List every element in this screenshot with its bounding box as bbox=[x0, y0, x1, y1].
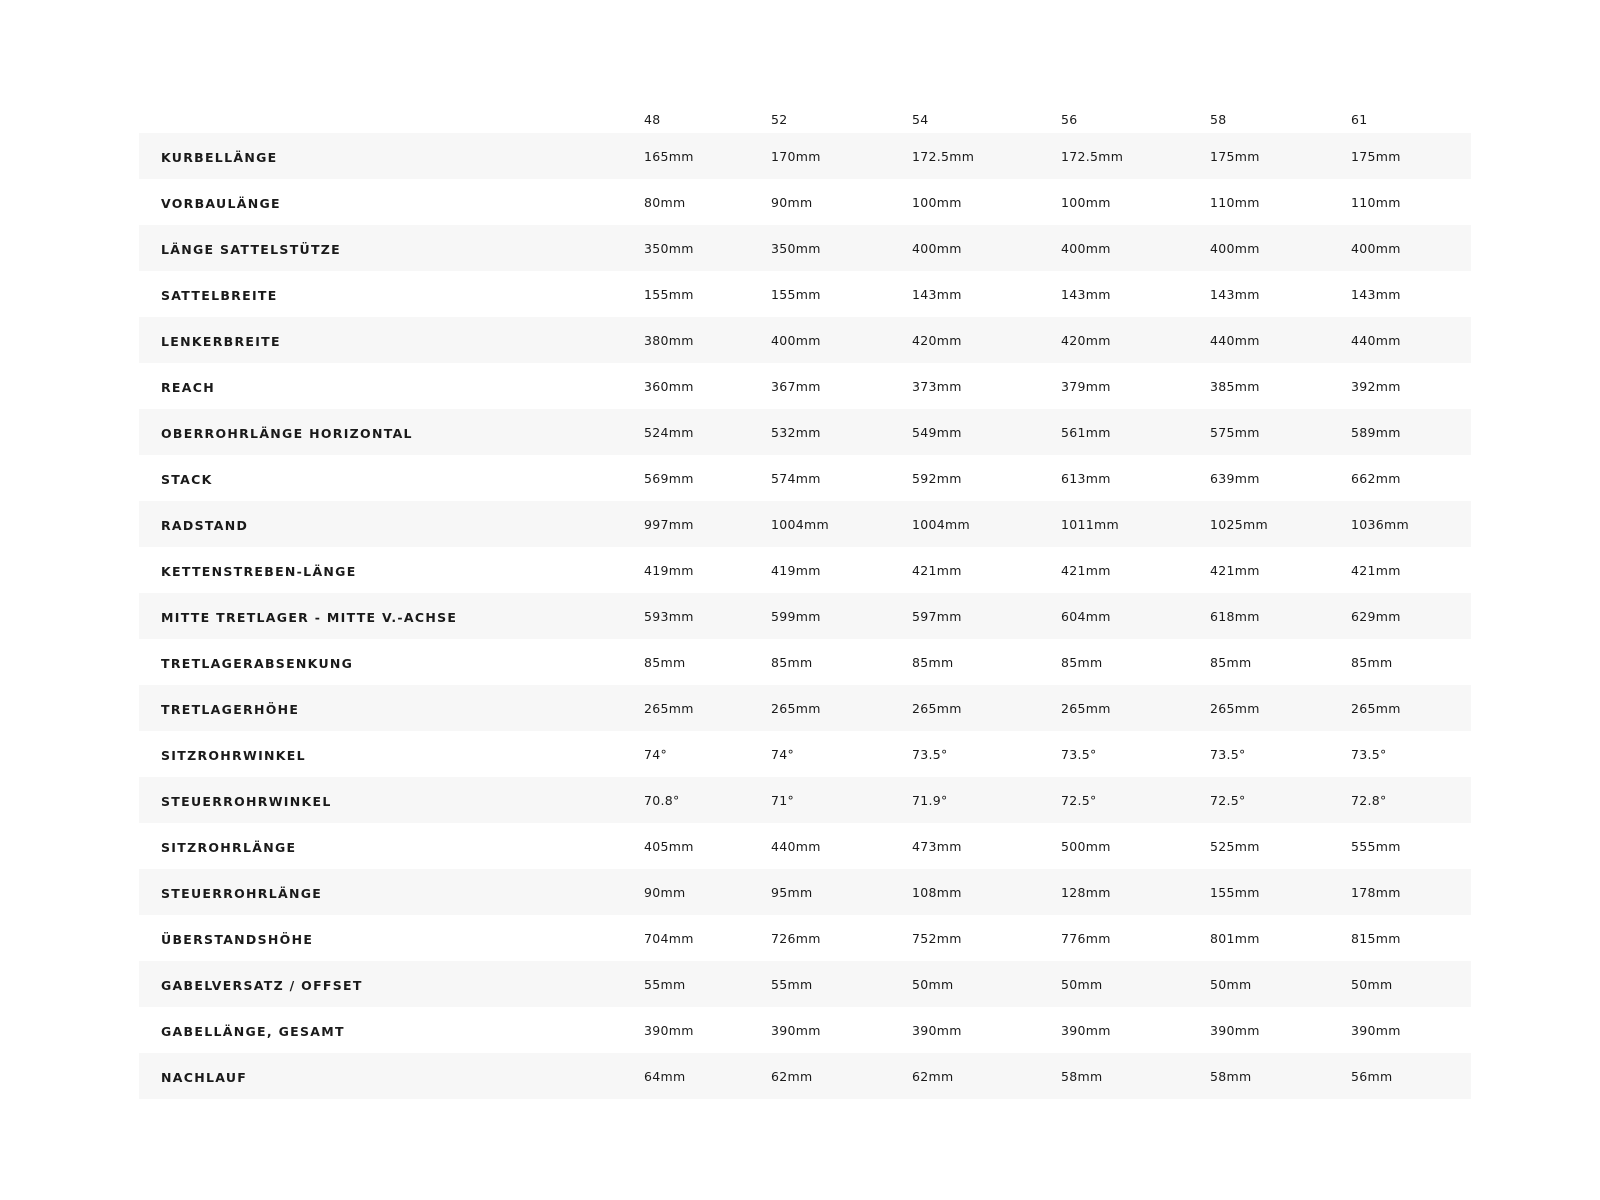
row-value-size-56: 390mm bbox=[1061, 1022, 1111, 1038]
row-label: LÄNGE SATTELSTÜTZE bbox=[161, 241, 342, 257]
row-value-size-52: 367mm bbox=[771, 378, 821, 394]
table-body bbox=[139, 133, 1471, 1099]
row-value-size-54: 73.5° bbox=[912, 746, 948, 762]
row-value-size-48: 64mm bbox=[644, 1068, 686, 1084]
row-value-size-48: 70.8° bbox=[644, 792, 680, 808]
row-value-size-48: 593mm bbox=[644, 608, 694, 624]
row-value-size-58: 400mm bbox=[1210, 240, 1260, 256]
row-value-size-52: 1004mm bbox=[771, 516, 829, 532]
table-row bbox=[139, 501, 1471, 547]
row-value-size-56: 379mm bbox=[1061, 378, 1111, 394]
row-value-size-54: 108mm bbox=[912, 884, 962, 900]
row-label: KETTENSTREBEN-LÄNGE bbox=[161, 563, 357, 579]
row-value-size-54: 85mm bbox=[912, 654, 954, 670]
row-value-size-54: 100mm bbox=[912, 194, 962, 210]
row-label: STACK bbox=[161, 471, 213, 487]
row-value-size-48: 55mm bbox=[644, 976, 686, 992]
table-row bbox=[139, 133, 1471, 179]
row-value-size-48: 74° bbox=[644, 746, 668, 762]
row-value-size-54: 1004mm bbox=[912, 516, 970, 532]
row-label: ÜBERSTANDSHÖHE bbox=[161, 931, 314, 947]
size-header-58: 58 bbox=[1210, 112, 1227, 127]
table-row bbox=[139, 915, 1471, 961]
row-value-size-56: 128mm bbox=[1061, 884, 1111, 900]
row-value-size-61: 390mm bbox=[1351, 1022, 1401, 1038]
row-label: TRETLAGERABSENKUNG bbox=[161, 655, 354, 671]
row-value-size-52: 95mm bbox=[771, 884, 813, 900]
row-value-size-56: 100mm bbox=[1061, 194, 1111, 210]
row-value-size-61: 589mm bbox=[1351, 424, 1401, 440]
row-value-size-54: 549mm bbox=[912, 424, 962, 440]
row-value-size-48: 419mm bbox=[644, 562, 694, 578]
size-header-61: 61 bbox=[1351, 112, 1368, 127]
row-label: OBERROHRLÄNGE HORIZONTAL bbox=[161, 425, 413, 441]
row-value-size-58: 265mm bbox=[1210, 700, 1260, 716]
table-row bbox=[139, 179, 1471, 225]
row-value-size-61: 400mm bbox=[1351, 240, 1401, 256]
row-value-size-56: 1011mm bbox=[1061, 516, 1119, 532]
row-value-size-52: 419mm bbox=[771, 562, 821, 578]
row-value-size-56: 85mm bbox=[1061, 654, 1103, 670]
table-row bbox=[139, 593, 1471, 639]
row-value-size-48: 390mm bbox=[644, 1022, 694, 1038]
table-row bbox=[139, 409, 1471, 455]
row-value-size-61: 85mm bbox=[1351, 654, 1393, 670]
size-header-54: 54 bbox=[912, 112, 929, 127]
table-row bbox=[139, 823, 1471, 869]
row-value-size-61: 50mm bbox=[1351, 976, 1393, 992]
row-value-size-52: 170mm bbox=[771, 148, 821, 164]
table-row bbox=[139, 1007, 1471, 1053]
row-value-size-56: 613mm bbox=[1061, 470, 1111, 486]
row-value-size-52: 90mm bbox=[771, 194, 813, 210]
row-value-size-52: 85mm bbox=[771, 654, 813, 670]
row-value-size-56: 72.5° bbox=[1061, 792, 1097, 808]
row-value-size-48: 165mm bbox=[644, 148, 694, 164]
row-value-size-58: 175mm bbox=[1210, 148, 1260, 164]
row-value-size-61: 815mm bbox=[1351, 930, 1401, 946]
row-value-size-48: 360mm bbox=[644, 378, 694, 394]
row-value-size-52: 532mm bbox=[771, 424, 821, 440]
row-value-size-58: 1025mm bbox=[1210, 516, 1268, 532]
row-label: LENKERBREITE bbox=[161, 333, 281, 349]
row-label: GABELLÄNGE, GESAMT bbox=[161, 1023, 345, 1039]
row-value-size-54: 473mm bbox=[912, 838, 962, 854]
row-label: KURBELLÄNGE bbox=[161, 149, 278, 165]
row-label: TRETLAGERHÖHE bbox=[161, 701, 300, 717]
row-value-size-58: 421mm bbox=[1210, 562, 1260, 578]
row-value-size-54: 265mm bbox=[912, 700, 962, 716]
row-value-size-58: 50mm bbox=[1210, 976, 1252, 992]
row-value-size-61: 1036mm bbox=[1351, 516, 1409, 532]
row-value-size-54: 420mm bbox=[912, 332, 962, 348]
table-row bbox=[139, 547, 1471, 593]
row-value-size-52: 390mm bbox=[771, 1022, 821, 1038]
size-header-52: 52 bbox=[771, 112, 788, 127]
row-value-size-61: 72.8° bbox=[1351, 792, 1387, 808]
row-label: SITZROHRWINKEL bbox=[161, 747, 306, 763]
row-value-size-58: 72.5° bbox=[1210, 792, 1246, 808]
row-value-size-52: 400mm bbox=[771, 332, 821, 348]
row-value-size-61: 110mm bbox=[1351, 194, 1401, 210]
row-value-size-61: 175mm bbox=[1351, 148, 1401, 164]
row-value-size-58: 390mm bbox=[1210, 1022, 1260, 1038]
row-value-size-48: 80mm bbox=[644, 194, 686, 210]
row-value-size-61: 178mm bbox=[1351, 884, 1401, 900]
row-value-size-48: 524mm bbox=[644, 424, 694, 440]
row-value-size-52: 74° bbox=[771, 746, 795, 762]
row-value-size-54: 400mm bbox=[912, 240, 962, 256]
row-value-size-52: 440mm bbox=[771, 838, 821, 854]
table-row bbox=[139, 225, 1471, 271]
row-label: RADSTAND bbox=[161, 517, 249, 533]
row-value-size-58: 440mm bbox=[1210, 332, 1260, 348]
row-value-size-54: 62mm bbox=[912, 1068, 954, 1084]
row-value-size-61: 629mm bbox=[1351, 608, 1401, 624]
table-row bbox=[139, 731, 1471, 777]
row-value-size-52: 350mm bbox=[771, 240, 821, 256]
size-header-56: 56 bbox=[1061, 112, 1078, 127]
row-value-size-52: 726mm bbox=[771, 930, 821, 946]
row-label: STEUERROHRLÄNGE bbox=[161, 885, 323, 901]
row-value-size-58: 155mm bbox=[1210, 884, 1260, 900]
size-header-row bbox=[139, 90, 1471, 133]
row-value-size-48: 380mm bbox=[644, 332, 694, 348]
row-value-size-52: 599mm bbox=[771, 608, 821, 624]
row-value-size-52: 574mm bbox=[771, 470, 821, 486]
row-label: SATTELBREITE bbox=[161, 287, 278, 303]
row-value-size-61: 662mm bbox=[1351, 470, 1401, 486]
row-value-size-56: 500mm bbox=[1061, 838, 1111, 854]
row-value-size-56: 421mm bbox=[1061, 562, 1111, 578]
table-row bbox=[139, 363, 1471, 409]
row-value-size-56: 400mm bbox=[1061, 240, 1111, 256]
row-value-size-58: 525mm bbox=[1210, 838, 1260, 854]
table-row bbox=[139, 685, 1471, 731]
table-row bbox=[139, 455, 1471, 501]
row-value-size-58: 73.5° bbox=[1210, 746, 1246, 762]
row-value-size-48: 350mm bbox=[644, 240, 694, 256]
row-value-size-54: 421mm bbox=[912, 562, 962, 578]
row-label: REACH bbox=[161, 379, 215, 395]
table-row bbox=[139, 271, 1471, 317]
row-value-size-61: 440mm bbox=[1351, 332, 1401, 348]
row-value-size-56: 73.5° bbox=[1061, 746, 1097, 762]
row-value-size-48: 704mm bbox=[644, 930, 694, 946]
row-value-size-54: 752mm bbox=[912, 930, 962, 946]
row-value-size-48: 90mm bbox=[644, 884, 686, 900]
row-value-size-61: 143mm bbox=[1351, 286, 1401, 302]
row-value-size-54: 373mm bbox=[912, 378, 962, 394]
row-value-size-58: 143mm bbox=[1210, 286, 1260, 302]
row-label: MITTE TRETLAGER - MITTE V.-ACHSE bbox=[161, 609, 458, 625]
row-value-size-48: 155mm bbox=[644, 286, 694, 302]
row-label: VORBAULÄNGE bbox=[161, 195, 281, 211]
table-row bbox=[139, 869, 1471, 915]
row-value-size-54: 143mm bbox=[912, 286, 962, 302]
row-value-size-52: 155mm bbox=[771, 286, 821, 302]
row-value-size-56: 604mm bbox=[1061, 608, 1111, 624]
row-label: NACHLAUF bbox=[161, 1069, 248, 1085]
row-value-size-56: 58mm bbox=[1061, 1068, 1103, 1084]
row-value-size-56: 561mm bbox=[1061, 424, 1111, 440]
row-value-size-61: 73.5° bbox=[1351, 746, 1387, 762]
row-value-size-56: 776mm bbox=[1061, 930, 1111, 946]
row-value-size-54: 390mm bbox=[912, 1022, 962, 1038]
row-value-size-58: 801mm bbox=[1210, 930, 1260, 946]
table-row bbox=[139, 1053, 1471, 1099]
row-value-size-48: 569mm bbox=[644, 470, 694, 486]
row-value-size-52: 55mm bbox=[771, 976, 813, 992]
row-value-size-61: 56mm bbox=[1351, 1068, 1393, 1084]
row-value-size-48: 265mm bbox=[644, 700, 694, 716]
row-value-size-61: 392mm bbox=[1351, 378, 1401, 394]
row-value-size-54: 597mm bbox=[912, 608, 962, 624]
row-value-size-56: 265mm bbox=[1061, 700, 1111, 716]
row-label: SITZROHRLÄNGE bbox=[161, 839, 297, 855]
row-value-size-61: 421mm bbox=[1351, 562, 1401, 578]
row-value-size-58: 385mm bbox=[1210, 378, 1260, 394]
row-value-size-54: 50mm bbox=[912, 976, 954, 992]
row-label: GABELVERSATZ / OFFSET bbox=[161, 977, 363, 993]
row-value-size-54: 172.5mm bbox=[912, 148, 975, 164]
row-value-size-58: 618mm bbox=[1210, 608, 1260, 624]
row-value-size-48: 997mm bbox=[644, 516, 694, 532]
row-value-size-54: 71.9° bbox=[912, 792, 948, 808]
row-value-size-56: 50mm bbox=[1061, 976, 1103, 992]
row-value-size-52: 265mm bbox=[771, 700, 821, 716]
row-value-size-58: 639mm bbox=[1210, 470, 1260, 486]
row-value-size-58: 85mm bbox=[1210, 654, 1252, 670]
row-value-size-48: 405mm bbox=[644, 838, 694, 854]
row-value-size-58: 110mm bbox=[1210, 194, 1260, 210]
geometry-table bbox=[139, 90, 1471, 1099]
row-value-size-52: 71° bbox=[771, 792, 795, 808]
row-value-size-52: 62mm bbox=[771, 1068, 813, 1084]
row-value-size-58: 575mm bbox=[1210, 424, 1260, 440]
row-value-size-48: 85mm bbox=[644, 654, 686, 670]
row-value-size-61: 555mm bbox=[1351, 838, 1401, 854]
size-header-48: 48 bbox=[644, 112, 661, 127]
row-value-size-56: 420mm bbox=[1061, 332, 1111, 348]
table-row bbox=[139, 639, 1471, 685]
table-row bbox=[139, 317, 1471, 363]
row-value-size-61: 265mm bbox=[1351, 700, 1401, 716]
row-label: STEUERROHRWINKEL bbox=[161, 793, 332, 809]
row-value-size-58: 58mm bbox=[1210, 1068, 1252, 1084]
row-value-size-56: 143mm bbox=[1061, 286, 1111, 302]
table-row bbox=[139, 961, 1471, 1007]
table-row bbox=[139, 777, 1471, 823]
row-value-size-56: 172.5mm bbox=[1061, 148, 1124, 164]
row-value-size-54: 592mm bbox=[912, 470, 962, 486]
